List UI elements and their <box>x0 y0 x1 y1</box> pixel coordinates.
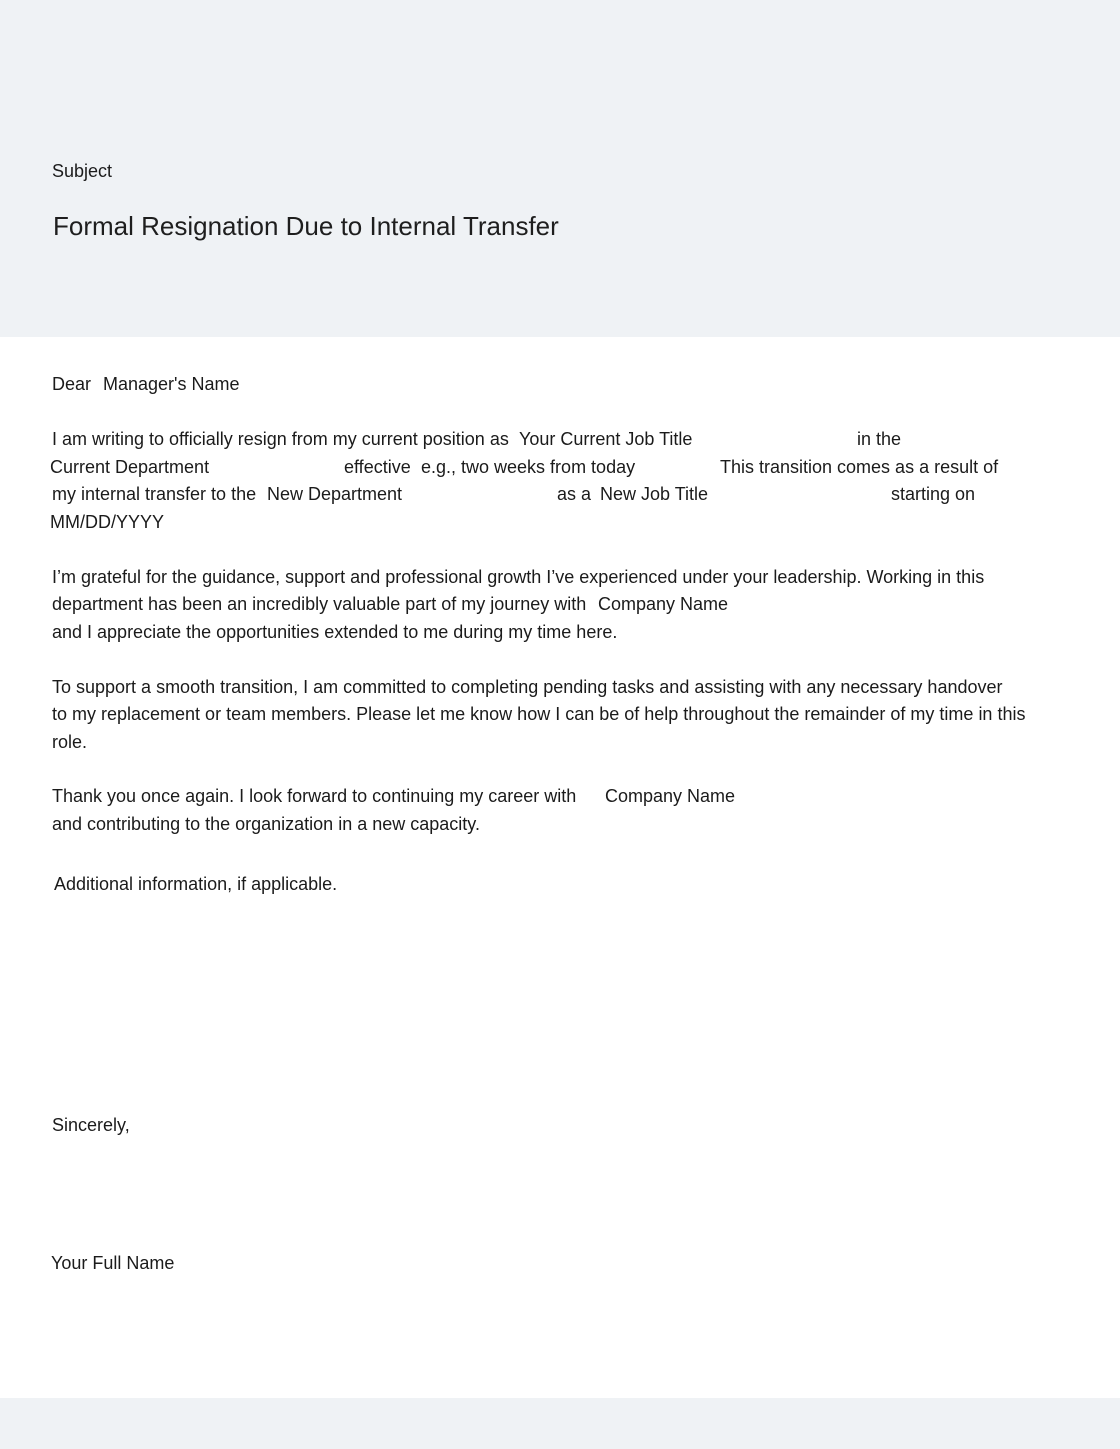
paragraph1-starting-on: starting on <box>891 484 976 504</box>
new-department-field[interactable]: New Department <box>267 484 403 504</box>
additional-info-field[interactable]: Additional information, if applicable. <box>54 874 338 894</box>
paragraph2-line2-text: department has been an incredibly valuable part of my journey with <box>52 594 587 614</box>
paragraph3-line2: to my replacement or team members. Please let me know how I can be of help throughout the remainder of my time in this <box>52 704 1026 724</box>
company-name-field-2[interactable]: Company Name <box>605 786 736 806</box>
subject-label: Subject <box>52 161 113 181</box>
paragraph1-as-a: as a <box>557 484 592 504</box>
start-date-field[interactable]: MM/DD/YYYY <box>50 512 165 532</box>
paragraph4-line1-text: Thank you once again. I look forward to continuing my career with <box>52 786 577 806</box>
subject-title-field[interactable]: Formal Resignation Due to Internal Transfer <box>53 211 559 241</box>
header-band <box>0 0 1120 337</box>
paragraph2-line1: I’m grateful for the guidance, support and professional growth I’ve experienced under your leadership. Working in this <box>52 567 985 587</box>
closing-text: Sincerely, <box>52 1115 130 1135</box>
paragraph2-line3: and I appreciate the opportunities extended to me during my time here. <box>52 622 618 642</box>
paragraph1-line1-text: I am writing to officially resign from my current position as <box>52 429 509 449</box>
new-job-title-field[interactable]: New Job Title <box>600 484 709 504</box>
current-department-field[interactable]: Current Department <box>50 457 210 477</box>
paragraph3-line1: To support a smooth transition, I am committed to completing pending tasks and assisting with any necessary handover <box>52 677 1003 697</box>
paragraph1-transition-text: This transition comes as a result of <box>720 457 999 477</box>
footer-band <box>0 1398 1120 1449</box>
effective-date-field[interactable]: e.g., two weeks from today <box>421 457 636 477</box>
company-name-field[interactable]: Company Name <box>598 594 729 614</box>
salutation-dear: Dear <box>52 374 92 394</box>
current-job-title-field[interactable]: Your Current Job Title <box>519 429 693 449</box>
paragraph1-line3-text: my internal transfer to the <box>52 484 257 504</box>
paragraph3-line3: role. <box>52 732 88 752</box>
signature-name-field[interactable]: Your Full Name <box>51 1253 175 1273</box>
paragraph1-in-the: in the <box>857 429 902 449</box>
paragraph4-line2: and contributing to the organization in a new capacity. <box>52 814 480 834</box>
manager-name-field[interactable]: Manager's Name <box>103 374 240 394</box>
paragraph1-effective: effective <box>344 457 411 477</box>
